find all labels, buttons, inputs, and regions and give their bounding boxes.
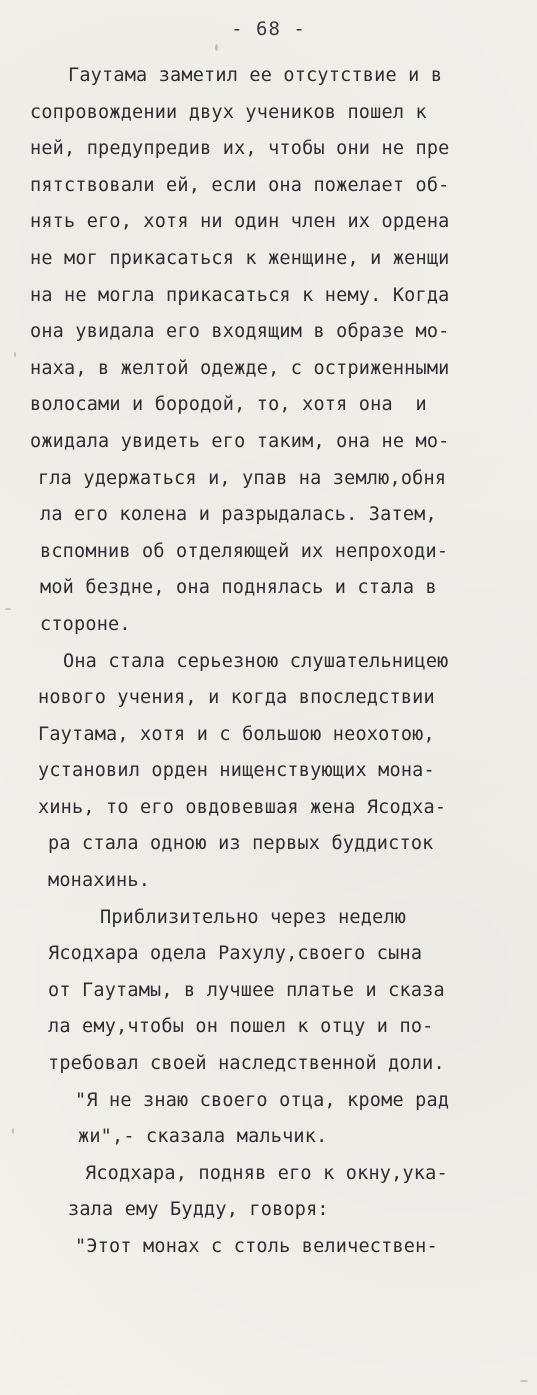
text-line: не мог прикасаться к женщине, и женщи [30,247,450,269]
text-line: нового учения, и когда впоследствии [38,687,435,709]
page-number: - 68 - [231,18,306,40]
text-line: "Этот монах с столь величествен- [75,1236,438,1257]
text-line: Приблизительно через неделю [100,906,407,928]
text-line: Ясодхара, подняв его к окну,ука- [85,1162,448,1184]
text-line: жи",- сказала мальчик. [78,1126,328,1148]
text-line: Ясодхара одела Рахулу,своего сына [48,943,423,965]
text-line: она увидала его входящим в образе мо- [30,321,450,343]
text-line: ла ему,чтобы он пошел к отцу и по- [48,1016,434,1038]
text-line: монахинь. [48,870,151,892]
text-line: от Гаутамы, в лучшее платье и сказа [48,979,445,1001]
paper-speck [14,352,16,357]
text-line: мой бездне, она поднялась и стала в [40,577,437,599]
paper-speck [215,44,218,51]
text-line: требовал своей наследственной доли. [48,1053,445,1075]
text-line: волосами и бородой, то, хотя она и [30,394,427,416]
text-line: "Я не знаю своего отца, кроме рад [75,1089,450,1111]
text-line: установил орден нищенствующих мона- [38,760,435,782]
page-body-text [30,58,525,1266]
text-line: ожидала увидеть его таким, она не мо- [30,430,450,452]
text-line: Гаутама, хотя и с большою неохотою, [38,723,435,745]
text-line: вспомнив об отделяющей их непроходи- [40,540,449,562]
text-line: зала ему Будду, говоря: [68,1199,329,1221]
paper-speck [5,608,11,610]
text-line: пятствовали ей, если она пожелает об- [30,174,450,196]
paper-speck [520,1380,528,1382]
text-line: гла удержаться и, упав на землю,обня [38,467,447,489]
text-line: ла его колена и разрыдалась. Затем, [40,504,437,526]
paper-speck [12,1128,14,1134]
text-line: ра стала одною из первых буддисток [48,833,434,855]
text-line: Гаутама заметил ее отсутствие и в [68,65,443,86]
text-line: Она стала серьезною слушательницею [63,650,449,672]
text-line: стороне. [40,613,131,635]
text-line: ней, предупредив их, чтобы они не пре [30,138,450,160]
text-line: нять его, хотя ни один член их ордена [30,211,450,233]
text-line: наха, в желтой одежде, с остриженными [30,357,450,379]
text-line: на не могла прикасаться к нему. Когда [30,284,450,306]
text-line: сопровождении двух учеников пошел к [30,101,427,123]
text-line: хинь, то его овдовевшая жена Ясодха- [38,796,447,818]
